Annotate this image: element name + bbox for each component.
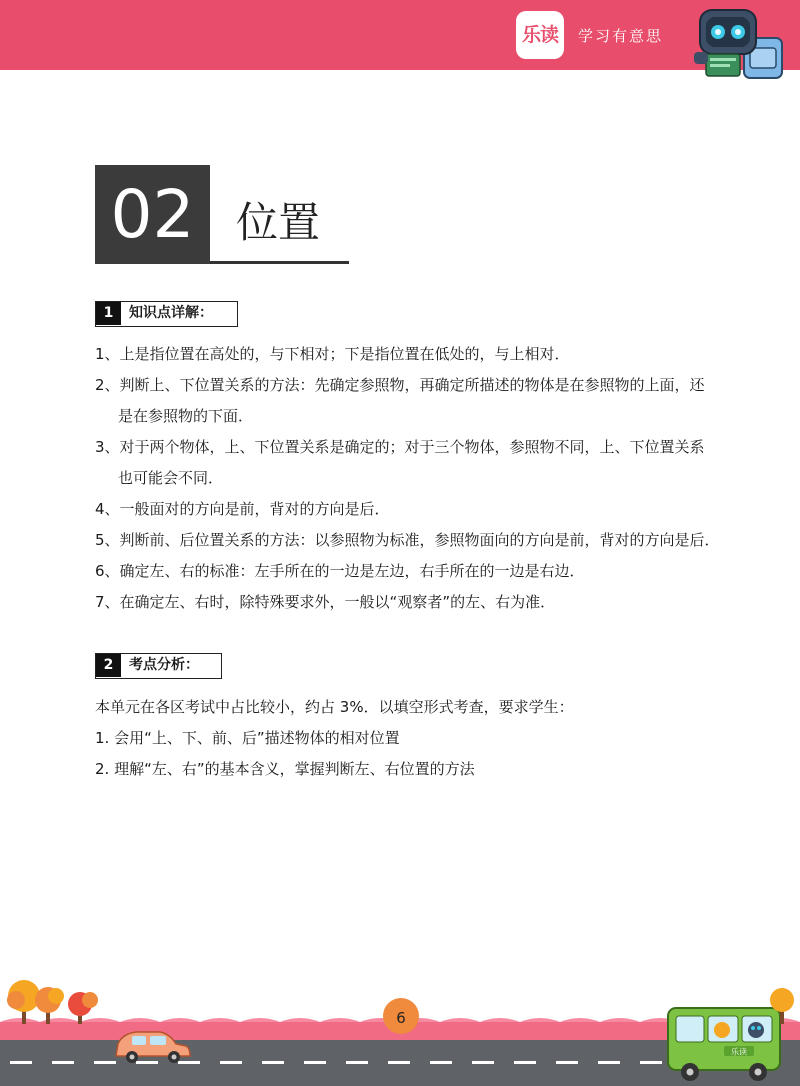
section-2-number: 2 <box>96 654 121 677</box>
knowledge-point-7: 7、在确定左、右时，除特殊要求外，一般以“观察者”的左、右为准． <box>95 593 556 611</box>
page-number-badge: 6 <box>383 998 419 1034</box>
bus-label: 乐读 <box>731 1047 747 1057</box>
brand-slogan: 学习有意思 <box>578 27 664 45</box>
exam-analysis-point-1: 1. 会用“上、下、前、后”描述物体的相对位置 <box>95 729 400 747</box>
brand-logo-text: 乐读 <box>521 24 558 46</box>
knowledge-point-3: 3、对于两个物体，上、下位置关系是确定的；对于三个物体，参照物不同，上、下位置关系 <box>95 438 705 456</box>
tree-icon <box>7 980 98 1024</box>
chapter-number: 02 <box>110 176 195 253</box>
knowledge-point-3-cont: 也可能会不同． <box>118 469 224 487</box>
section-2-title: 考点分析： <box>129 657 199 673</box>
section-1-header <box>95 301 238 327</box>
knowledge-point-6: 6、确定左、右的标准：左手所在的一边是左边，右手所在的一边是右边． <box>95 562 585 580</box>
section-1-title: 知识点详解： <box>129 305 213 321</box>
robot-mascot-icon <box>692 8 792 80</box>
knowledge-point-2-cont: 是在参照物的下面． <box>118 407 254 425</box>
title-underline <box>210 261 349 264</box>
brand-logo <box>516 11 564 59</box>
chapter-title: 位置 <box>236 198 321 247</box>
exam-analysis-intro: 本单元在各区考试中占比较小，约占 3%．以填空形式考查，要求学生： <box>95 698 574 716</box>
header-bar <box>0 0 800 70</box>
knowledge-point-5: 5、判断前、后位置关系的方法：以参照物为标准，参照物面向的方向是前，背对的方向是后． <box>95 531 720 549</box>
bus-icon <box>668 1008 780 1081</box>
knowledge-point-2: 2、判断上、下位置关系的方法：先确定参照物，再确定所描述的物体是在参照物的上面，还 <box>95 376 705 394</box>
exam-analysis-point-2: 2. 理解“左、右”的基本含义，掌握判断左、右位置的方法 <box>95 760 475 778</box>
section-1-number: 1 <box>96 302 121 325</box>
chapter-number-box <box>95 165 210 264</box>
knowledge-point-4: 4、一般面对的方向是前，背对的方向是后． <box>95 500 390 518</box>
section-2-header <box>95 653 222 679</box>
knowledge-point-1: 1、上是指位置在高处的，与下相对；下是指位置在低处的，与上相对． <box>95 345 570 363</box>
